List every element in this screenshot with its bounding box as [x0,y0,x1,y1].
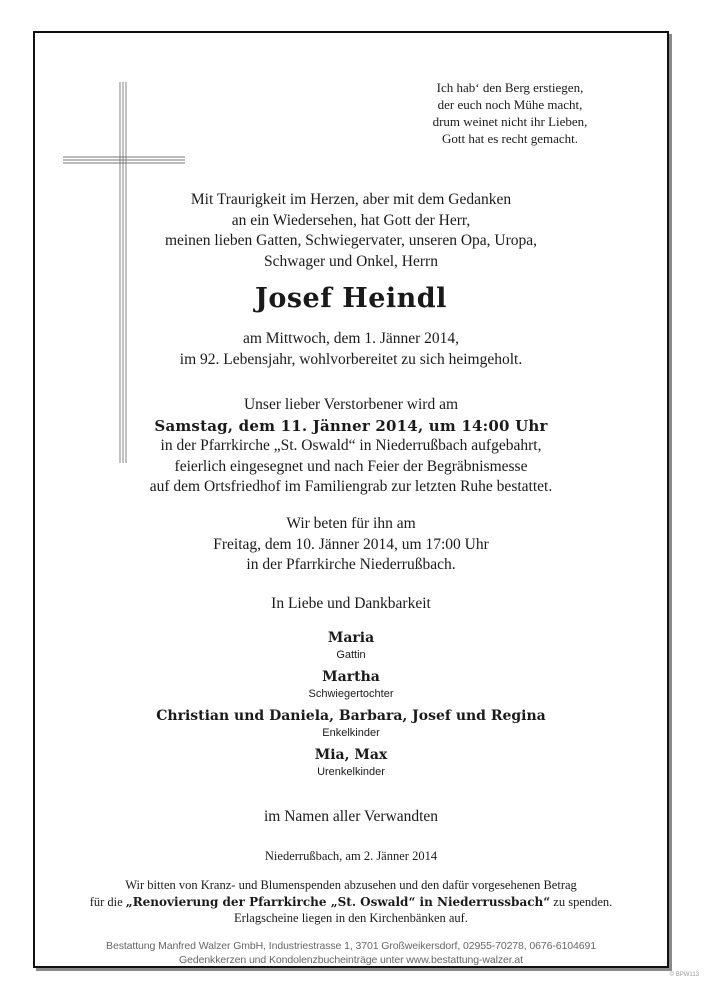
intro-line: meinen lieben Gatten, Schwiegervater, unseren Opa, Uropa, [164,232,538,249]
funeral-date: Samstag, dem 11. Jänner 2014, um 14:00 Uhr [154,416,548,435]
mourner-role: Schwiegertochter [308,688,394,700]
intro-line: an ein Wiedersehen, hat Gott der Herr, [231,211,471,229]
prayer-line: Wir beten für ihn am [286,515,416,532]
intro-line: Mit Traurigkeit im Herzen, aber mit dem Gedanken [190,191,512,208]
death-line: im 92. Lebensjahr, wohlvorbereitet zu sich heimgeholt. [179,350,523,368]
poem-line: Ich hab‘ den Berg erstiegen, [436,80,584,95]
poem-line: Gott hat es recht gemacht. [441,131,579,146]
mourner-name: Maria [327,630,375,646]
donation-notice [35,877,667,927]
prayer-info [35,514,667,576]
prayer-line: in der Pfarrkirche Niederrußbach. [246,556,456,573]
place-date: Niederrußbach, am 2. Jänner 2014 [264,849,438,863]
obituary-frame [33,31,669,968]
death-info [35,329,667,370]
notice-line [35,894,667,911]
funeral-detail: auf dem Ortsfriedhof im Familiengrab zur letzten Ruhe bestattet. [149,478,553,495]
mourners-list [35,629,667,785]
funeral-info [35,395,667,498]
notice-cause: „Renovierung der Pfarrkirche „St. Oswald“ in Niederrussbach“ [125,894,551,909]
mourner [35,707,667,740]
funeral-lead: Unser lieber Verstorbener wird am [243,396,459,413]
mourner-role: Enkelkinder [322,727,380,739]
funeral-detail: feierlich eingesegnet und nach Feier der Begräbnismesse [174,457,528,475]
print-stamp: © BPW113 [669,972,699,978]
mourner-name: Christian und Daniela, Barbara, Josef und Regina [156,708,546,724]
mourner [35,668,667,701]
poem-line: der euch noch Mühe macht, [437,97,583,112]
poem [410,79,610,147]
notice-text: zu spenden. [550,894,613,909]
mourner-name: Mia, Max [314,747,388,763]
poem-line: drum weinet nicht ihr Lieben, [432,114,588,129]
mourner [35,746,667,779]
intro-line: Schwager und Onkel, Herrn [264,252,438,270]
closing-line: In Liebe und Dankbarkeit [271,595,431,612]
intro-text [35,190,667,272]
notice-line: Wir bitten von Kranz- und Blumenspenden abzusehen und den dafür vorgesehenen Betrag [125,878,577,892]
mourner-role: Gattin [336,649,366,661]
notice-line: Erlagscheine liegen in den Kirchenbänken auf. [234,911,468,925]
prayer-line: Freitag, dem 10. Jänner 2014, um 17:00 Uhr [213,535,489,553]
notice-text: für die [89,894,126,909]
mourner [35,629,667,662]
funeral-detail: in der Pfarrkirche „St. Oswald“ in Niederrußbach aufgebahrt, [160,437,542,454]
mourner-name: Martha [322,669,380,685]
death-line: am Mittwoch, dem 1. Jänner 2014, [242,330,460,347]
deceased-name: Josef Heindl [255,283,447,314]
mourner-role: Urenkelkinder [317,766,385,778]
footer-line: Gedenkkerzen und Kondolenzbucheinträge unter www.bestattung-walzer.at [179,954,523,966]
footer-line: Bestattung Manfred Walzer GmbH, Industriestrasse 1, 3701 Großweikersdorf, 02955-70278, 0676-6104691 [106,940,596,952]
relatives-line: im Namen aller Verwandten [263,808,439,825]
undertaker-footer [35,939,667,967]
